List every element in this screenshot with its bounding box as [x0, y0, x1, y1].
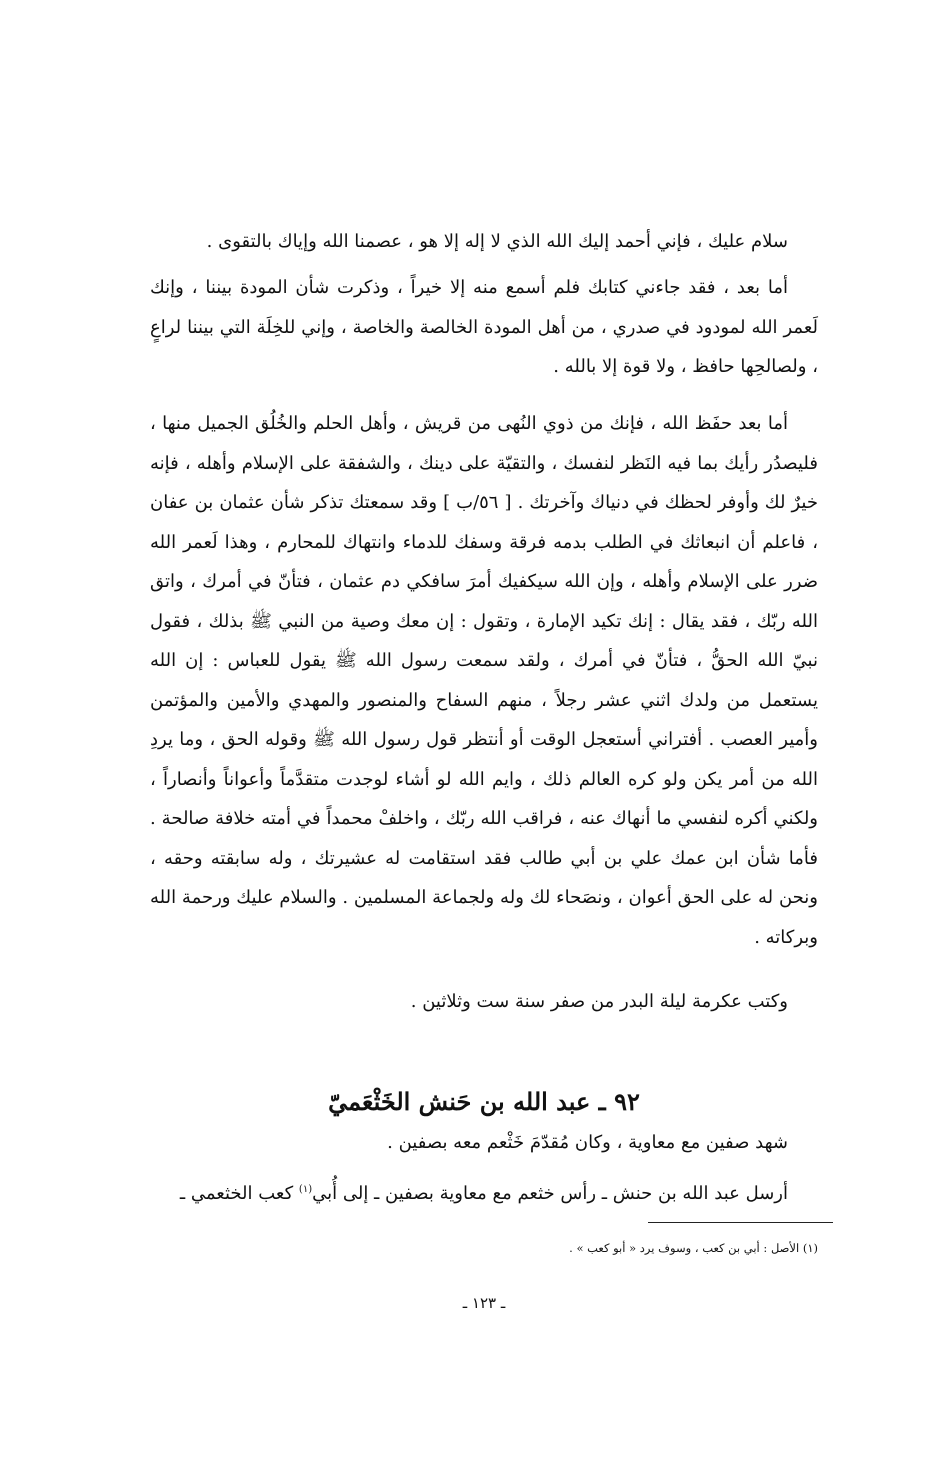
footnote-divider — [648, 1222, 833, 1223]
body-paragraph-2: أما بعد حفَظ الله ، فإنك من ذوي النُهى من قريش ، وأهل الحلم والخُلُق الجميل منها ، فليصدُر رأيك بما فيه النَظر لنفسك ، والتقيّة على دينك ، والشفقة على الإسلام وأهله ، فإنه خيرٌ لك وأوفر لحظك في دنياك وآخرتك . [ ٥٦/ب ] وقد سمعتك تذكر شأن عثمان بن عفان ، فاعلم أن انبعاثك في الطلب بدمه فرقة وسفك للدماء وانتهاك للمحارم ، وهذا لَعمر الله ضرر على الإسلام وأهله ، وإن الله سيكفيك أمرَ سافكي دم عثمان ، فتأنّ في أمرك ، واتق الله ربّك ، فقد يقال : إنك تكيد الإمارة ، وتقول : إن معك وصية من النبي ﷺ بذلك ، فقول نبيّ الله الحقُّ ، فتأنّ في أمرك ، ولقد سمعت رسول الله ﷺ يقول للعباس : إن الله يستعمل من ولدك اثني عشر رجلاً ، منهم السفاح والمنصور والمهدي والأمين والمؤتمن وأمير العصب . أفتراني أستعجل الوقت أو أنتظر قول رسول الله ﷺ وقوله الحق ، وما يردِ الله من أمر يكن ولو كره العالم ذلك ، وايم الله لو أشاء لوجدت متقدَّماً وأعواناً وأنصاراً ، ولكني أكره لنفسي ما أنهاك عنه ، فراقب الله ربّك ، واخلفْ محمداً في أمته خلافة صالحة . فأما شأن ابن عمك علي بن أبي طالب فقد استقامت له عشيرتك ، وله سابقته وحقه ، ونحن له على الحق أعوان ، ونصَحاء لك وله ولجماعة المسلمين . والسلام عليك ورحمة الله وبركاته . — [150, 413, 819, 948]
page-number: ـ ١٢٣ ـ — [462, 1294, 506, 1312]
footnote-text: (١) الأصل : أبي بن كعب ، وسوف يرد « أبو كعب » . — [569, 1241, 818, 1255]
section-paragraph-2-text-b: كعب الخثعمي ـ — [179, 1183, 299, 1204]
footnote-reference-marker: (١) — [298, 1184, 313, 1195]
section-paragraph-2-text-a: أرسل عبد الله بن حنش ـ رأس خثعم مع معاوية بصفين ـ إلى أُبي — [312, 1183, 788, 1204]
section-paragraph-2 — [150, 1174, 818, 1214]
section-heading: ٩٢ ـ عبد الله بن حَنش الخَثْعَميّ — [328, 1086, 640, 1116]
section-paragraph-1: شهد صفين مع معاوية ، وكان مُقدّمَ خَثْعم معه بصفين . — [387, 1132, 788, 1153]
closing-line: وكتب عكرمة ليلة البدر من صفر سنة ست وثلاثين . — [410, 991, 788, 1012]
greeting-paragraph: سلام عليك ، فإني أحمد إليك الله الذي لا إله إلا هو ، عصمنا الله وإياك بالتقوى . — [206, 231, 788, 252]
body-paragraph-1: أما بعد ، فقد جاءني كتابك فلم أسمع منه إلا خيراً ، وذكرت شأن المودة بيننا ، وإنك لَعمر الله لمودود في صدري ، من أهل المودة الخالصة والخاصة ، وإني للخِلَة التي بيننا لراعٍ ، ولصالحِها حافظ ، ولا قوة إلا بالله . — [150, 277, 818, 377]
